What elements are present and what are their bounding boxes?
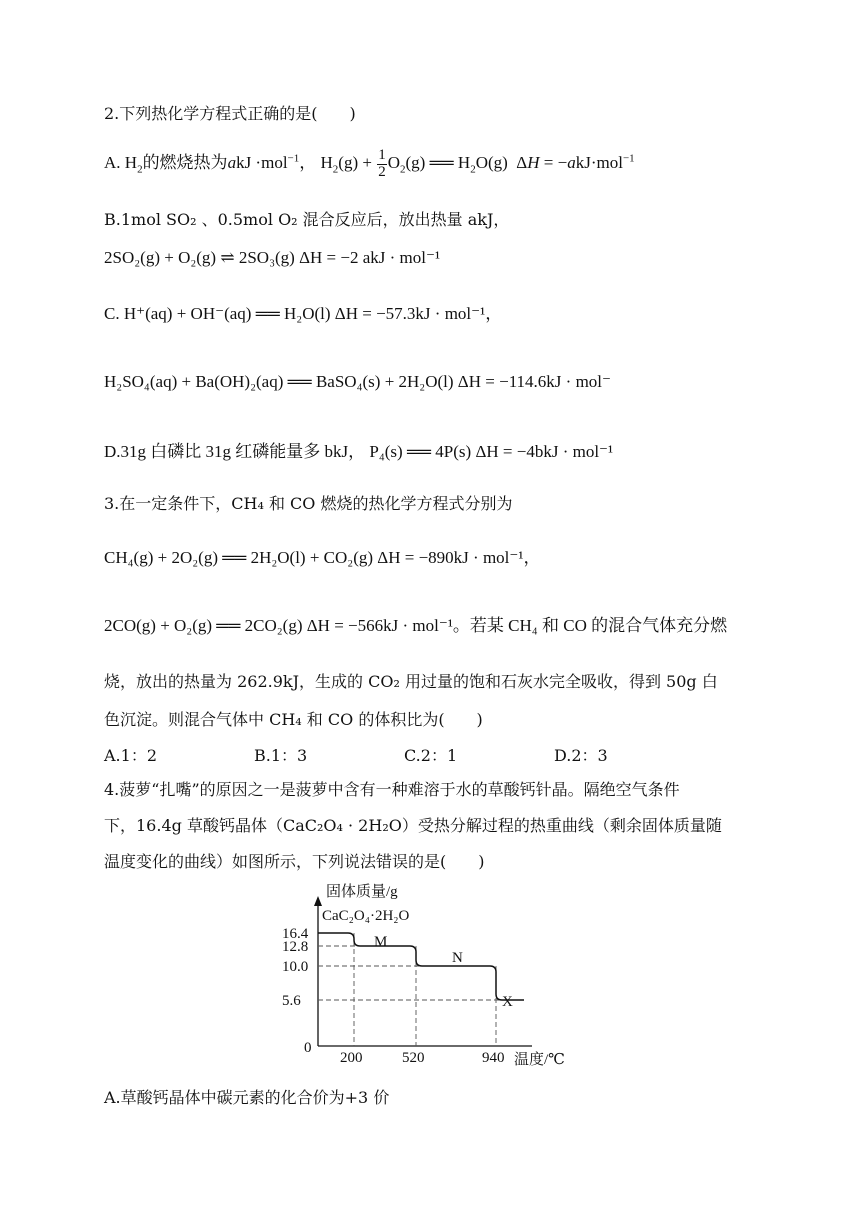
- x-axis-label: 温度/℃: [514, 1052, 565, 1068]
- q2-option-d: D.31g 白磷比 31g 红磷能量多 bkJ， P₄(s) ══ 4P(s) ΔH = −4bkJ · mol⁻¹: [104, 442, 614, 461]
- q4-option-a: A.草酸钙晶体中碳元素的化合价为+3 价: [104, 1088, 390, 1107]
- y-tick-label: 5.6: [282, 993, 301, 1009]
- annotation-x: X: [502, 994, 513, 1010]
- q3-option-a: A.1：2: [104, 746, 158, 765]
- thermogravimetric-chart: [270, 880, 590, 1070]
- thermogravimetric-curve: [318, 933, 524, 1000]
- annotation-m: M: [374, 934, 388, 950]
- origin-label: 0: [304, 1040, 312, 1056]
- q2-option-c-equation: H₂SO₄(aq) + Ba(OH)₂(aq) ══ BaSO₄(s) + 2H₂O(l) ΔH = −114.6kJ · mol⁻: [104, 372, 612, 391]
- y-tick-label: 10.0: [282, 959, 309, 975]
- y-tick-label: 16.4: [282, 926, 309, 942]
- q3-option-d: D.2：3: [554, 746, 608, 765]
- q4-line2: 下，16.4g 草酸钙晶体（CaC₂O₄ · 2H₂O）受热分解过程的热重曲线（剩余固体质量随: [104, 816, 722, 835]
- q2-option-c: C. H⁺(aq) + OH⁻(aq) ══ H₂O(l) ΔH = −57.3kJ · mol⁻¹，: [104, 304, 503, 323]
- x-tick-label: 520: [402, 1050, 425, 1066]
- y-axis-label: 固体质量/g: [326, 884, 398, 900]
- q2-stem: 2.下列热化学方程式正确的是( ): [104, 104, 356, 123]
- q2-option-b: B.1mol SO₂ 、0.5mol O₂ 混合反应后，放出热量 akJ，: [104, 210, 510, 229]
- fraction-one-half: $\frac{1}{2}$: [378, 147, 386, 180]
- q4-line3: 温度变化的曲线）如图所示，下列说法错误的是( ): [104, 852, 485, 871]
- q3-equation-1: CH₄(g) + 2O₂(g) ══ 2H₂O(l) + CO₂(g) ΔH = −890kJ · mol⁻¹，: [104, 548, 541, 567]
- annotation-n: N: [452, 950, 463, 966]
- y-tick-label: 12.8: [282, 939, 309, 955]
- x-tick-label: 940: [482, 1050, 505, 1066]
- q3-option-c: C.2：1: [404, 746, 458, 765]
- q3-stem: 3.在一定条件下，CH₄ 和 CO 燃烧的热化学方程式分别为: [104, 494, 513, 513]
- y-axis-arrow: [314, 896, 322, 906]
- annotation-caC2O4: CaC₂O₄·2H₂O: [322, 908, 410, 924]
- q2-option-b-equation: 2SO₂(g) + O₂(g) ⇌ 2SO₃(g) ΔH = −2 akJ · mol⁻¹: [104, 248, 441, 267]
- q3-text-line4: 色沉淀。则混合气体中 CH₄ 和 CO 的体积比为( ): [104, 710, 483, 729]
- q2-option-a: A. $H_2$的燃烧热为akJ ·mol$^{-1}$， $H_2(g)$ + $\frac{1}{2}$ $O_2(g)$ ══ $H_2O(g) \Delta H = -akJ\cdot mol^{-1}$: [104, 147, 635, 180]
- x-tick-label: 200: [340, 1050, 363, 1066]
- q3-equation-2: 2CO(g) + O₂(g) ══ 2CO₂(g) ΔH = −566kJ · mol⁻¹。若某 CH₄ 和 CO 的混合气体充分燃: [104, 616, 728, 635]
- q3-text-line3: 烧，放出的热量为 262.9kJ，生成的 CO₂ 用过量的饱和石灰水完全吸收，得到 50g 白: [104, 672, 718, 691]
- q4-line1: 4.菠萝“扎嘴”的原因之一是菠萝中含有一种难溶于水的草酸钙针晶。隔绝空气条件: [104, 780, 680, 799]
- q3-options: [104, 746, 704, 765]
- q3-option-b: B.1：3: [254, 746, 308, 765]
